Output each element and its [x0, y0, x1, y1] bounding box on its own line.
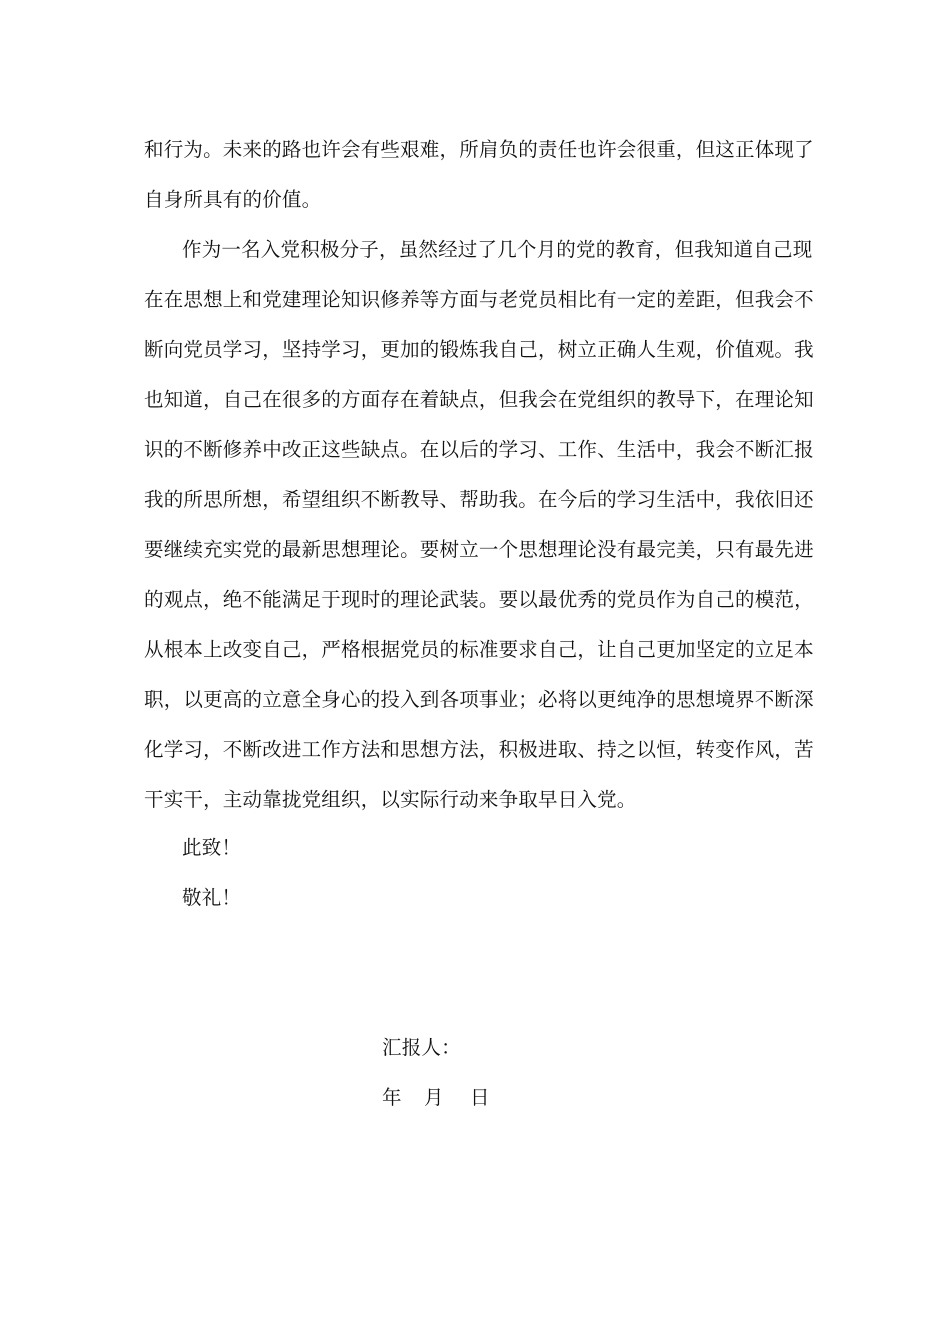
paragraph-line: 职，以更高的立意全身心的投入到各项事业；必将以更纯净的思想境界不断深	[144, 688, 814, 711]
paragraph-line: 的观点，绝不能满足于现时的理论武装。要以最优秀的党员作为自己的模范，	[144, 588, 814, 611]
paragraph-line: 作为一名入党积极分子，虽然经过了几个月的党的教育，但我知道自己现	[182, 238, 813, 261]
paragraph-line: 干实干，主动靠拢党组织，以实际行动来争取早日入党。	[144, 788, 637, 811]
paragraph-line: 我的所思所想，希望组织不断教导、帮助我。在今后的学习生活中，我依旧还	[144, 488, 814, 511]
date-day: 日	[470, 1086, 490, 1109]
paragraph-line: 化学习，不断改进工作方法和思想方法，积极进取、持之以恒，转变作风，苦	[144, 738, 814, 761]
paragraph-line: 也知道，自己在很多的方面存在着缺点，但我会在党组织的教导下，在理论知	[144, 388, 814, 411]
closing-respect: 敬礼！	[182, 886, 242, 909]
paragraph-line: 从根本上改变自己，严格根据党员的标准要求自己，让自己更加坚定的立足本	[144, 638, 814, 661]
closing-salutation: 此致！	[182, 836, 242, 859]
paragraph-line: 在在思想上和党建理论知识修养等方面与老党员相比有一定的差距，但我会不	[144, 288, 814, 311]
date-year: 年	[382, 1086, 402, 1109]
reporter-label: 汇报人：	[382, 1036, 461, 1059]
date-month: 月	[424, 1086, 444, 1109]
paragraph-line: 识的不断修养中改正这些缺点。在以后的学习、工作、生活中，我会不断汇报	[144, 438, 814, 461]
paragraph-line: 断向党员学习，坚持学习，更加的锻炼我自己，树立正确人生观，价值观。我	[144, 338, 814, 361]
paragraph-line: 和行为。未来的路也许会有些艰难，所肩负的责任也许会很重，但这正体现了	[144, 138, 814, 161]
paragraph-line: 要继续充实党的最新思想理论。要树立一个思想理论没有最完美，只有最先进	[144, 538, 814, 561]
paragraph-line: 自身所具有的价值。	[144, 188, 322, 211]
